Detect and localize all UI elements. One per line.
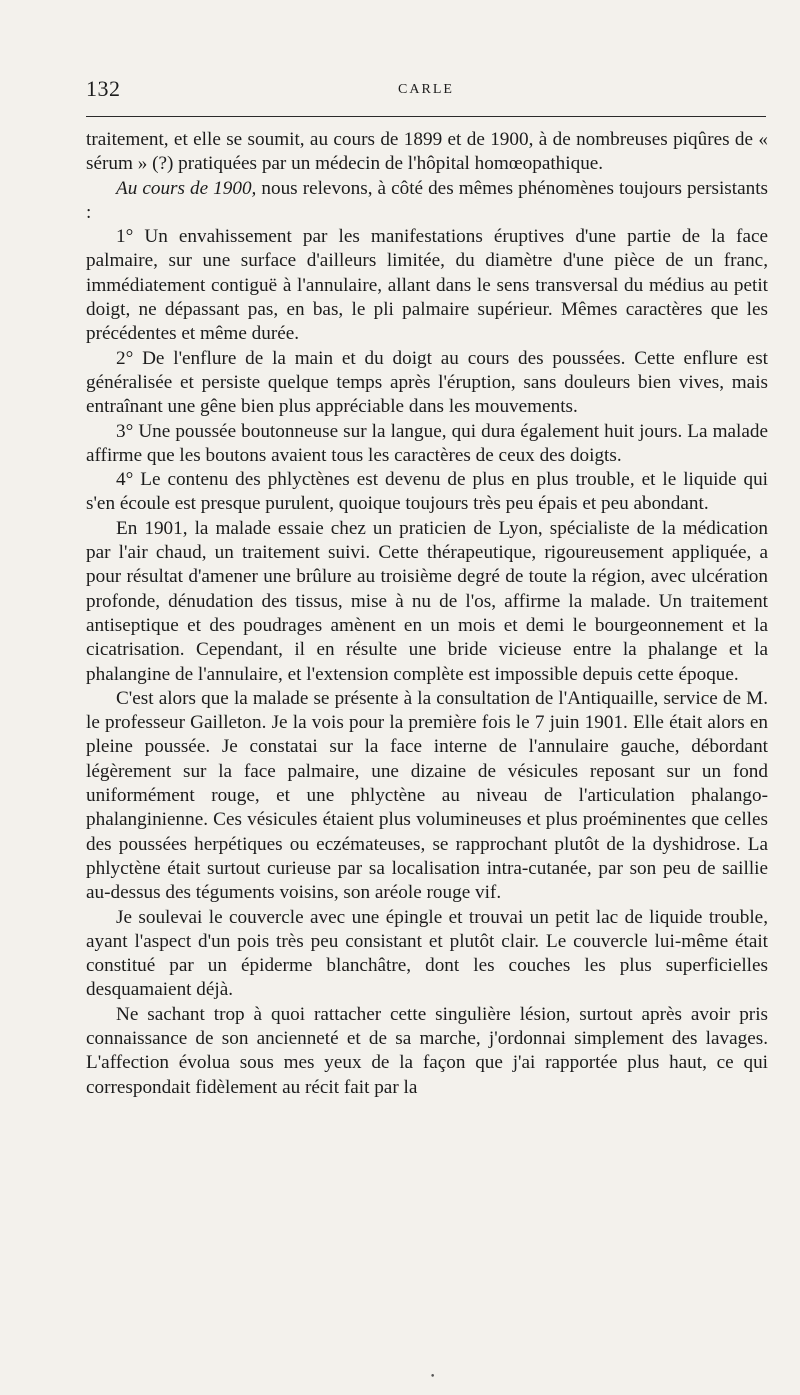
paragraph-2-rest: nous relevons, à côté des mêmes phénomènes toujours persistants : xyxy=(86,177,768,223)
paragraph-1: traitement, et elle se soumit, au cours de 1899 et de 1900, à de nombreuses piqûres de « sérum » (?) pratiquées par un médecin de l'hôpital homœopathique. xyxy=(86,129,768,175)
page-number: 132 xyxy=(86,76,121,101)
paragraph-2-italic: Au cours de 1900, xyxy=(116,177,257,199)
page-header xyxy=(86,72,766,112)
paragraph-6: 4° Le contenu des phlyctènes est devenu de plus en plus trouble, et le liquide qui s'en écoule est presque purulent, quoique toujours très peu épais et peu abondant. xyxy=(86,469,768,515)
footer-mark: • xyxy=(430,1372,436,1382)
running-head: CARLE xyxy=(398,82,454,97)
paragraph-10: Ne sachant trop à quoi rattacher cette singulière lésion, surtout après avoir pris connaissance de son ancienneté et de sa marche, j'ordonnai simplement des lavages. L'affection évolua sous mes yeux de la façon que j'ai rapportée plus haut, ce qui correspondait fidèlement au récit fait par la xyxy=(86,1003,768,1098)
paragraph-5: 3° Une poussée boutonneuse sur la langue, qui dura également huit jours. La malade affirme que les boutons avaient tous les caractères de ceux des doigts. xyxy=(86,420,768,466)
paragraph-3: 1° Un envahissement par les manifestations éruptives d'une partie de la face palmaire, sur une surface d'ailleurs limitée, du diamètre d'une pièce de un franc, immédiatement contiguë à l'annulaire, allant dans le sens transversal du médius au petit doigt, ne dépassant pas, en bas, le pli palmaire supérieur. Mêmes caractères que les précédentes et même durée. xyxy=(86,226,768,345)
header-rule xyxy=(86,116,766,117)
paragraph-8: C'est alors que la malade se présente à la consultation de l'Antiquaille, service de M. le professeur Gailleton. Je la vois pour la première fois le 7 juin 1901. Elle était alors en pleine poussée. Je constatai sur la face interne de l'annulaire gauche, débordant légèrement sur la face palmaire, une dizaine de vésicules reposant sur un fond uniformément rouge, et une phlyctène au niveau de l'articulation phalango-phalanginienne. Ces vésicules étaient plus volumineuses et plus proéminentes que celles des poussées herpétiques ou eczémateuses, se rapprochant plutôt de la dyshidrose. La phlyctène était surtout curieuse par sa localisation intra-cutanée, par son peu de saillie au-dessus des téguments voisins, son aréole rouge vif. xyxy=(86,687,768,904)
paragraph-9: Je soulevai le couvercle avec une épingle et trouvai un petit lac de liquide trouble, ayant l'aspect d'un pois très peu consistant et plutôt clair. Le couvercle lui-même était constitué par un épiderme blanchâtre, dont les couches les plus superficielles desquamaient déjà. xyxy=(86,906,768,1001)
paragraph-2 xyxy=(86,177,768,226)
body-text xyxy=(86,128,768,1100)
paragraph-4: 2° De l'enflure de la main et du doigt au cours des poussées. Cette enflure est généralisée et persiste quelque temps après l'éruption, sans douleurs bien vives, mais entraînant une gêne bien plus appréciable dans les mouvements. xyxy=(86,347,768,418)
paragraph-7: En 1901, la malade essaie chez un praticien de Lyon, spécialiste de la médication par l'air chaud, un traitement suivi. Cette thérapeutique, rigoureusement appliquée, a pour résultat d'amener une brûlure au troisième degré de toute la région, avec ulcération profonde, dénudation des tissus, mise à nu de l'os, affirme la malade. Un traitement antiseptique et des poudrages amènent en un mois et demi le bourgeonnement et la cicatrisation. Cependant, il en résulte une bride vicieuse entre la phalange et la phalangine de l'annulaire, et l'extension complète est impossible depuis cette époque. xyxy=(86,517,768,685)
